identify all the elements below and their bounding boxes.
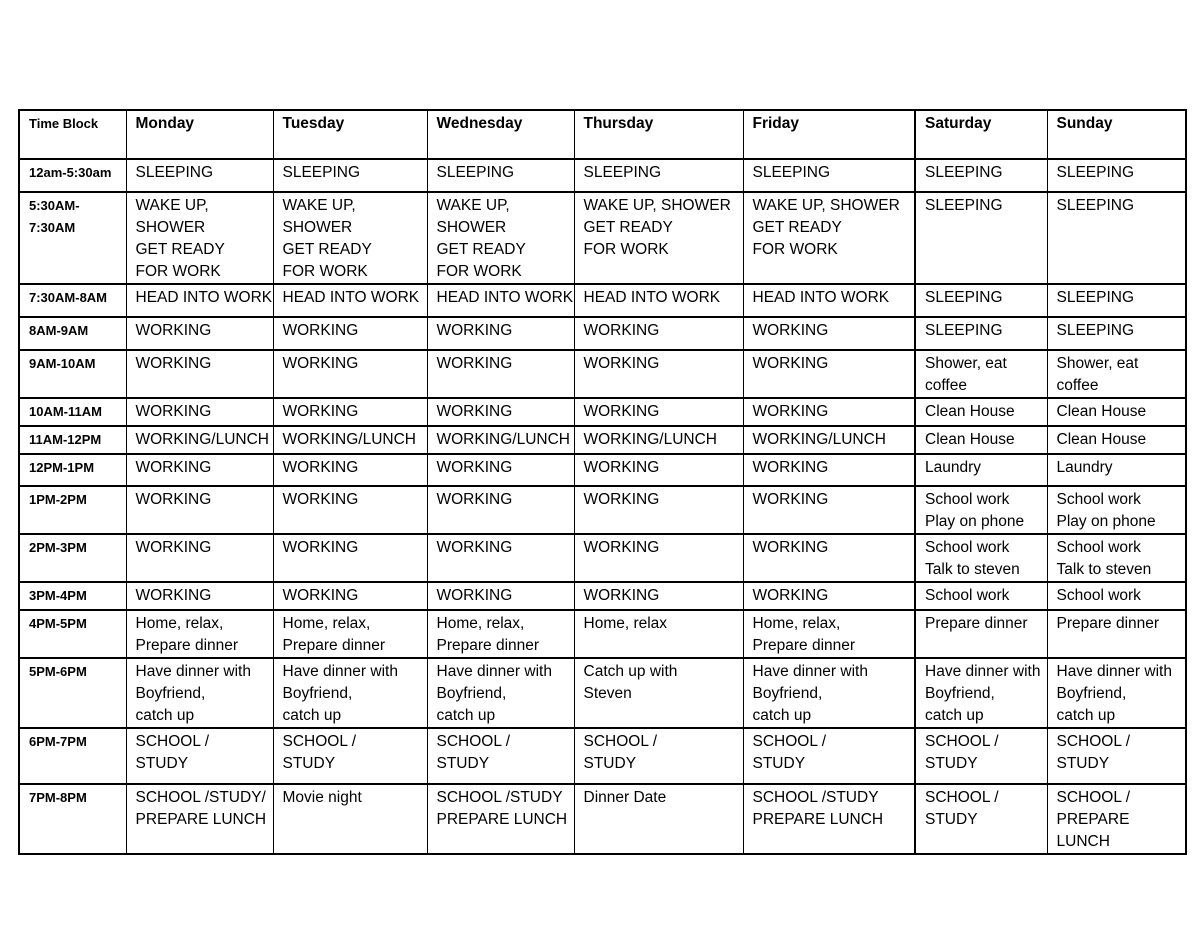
- schedule-cell-tuesday: Home, relax, Prepare dinner: [273, 610, 427, 658]
- table-row: [19, 192, 1186, 284]
- day-header-saturday: Saturday: [915, 110, 1047, 159]
- schedule-cell-thursday: HEAD INTO WORK: [574, 284, 743, 317]
- schedule-cell-thursday: SCHOOL / STUDY: [574, 728, 743, 784]
- schedule-cell-monday: WORKING: [126, 317, 273, 350]
- schedule-cell-wednesday: WAKE UP, SHOWER GET READY FOR WORK: [427, 192, 574, 284]
- schedule-cell-tuesday: WORKING/LUNCH: [273, 426, 427, 454]
- time-block-cell: 6PM-7PM: [19, 728, 126, 784]
- time-block-cell: 7:30AM-8AM: [19, 284, 126, 317]
- schedule-cell-sunday: SLEEPING: [1047, 159, 1186, 192]
- schedule-cell-wednesday: WORKING: [427, 454, 574, 486]
- table-row: [19, 350, 1186, 398]
- schedule-cell-saturday: SCHOOL / STUDY: [915, 728, 1047, 784]
- schedule-cell-saturday: SCHOOL / STUDY: [915, 784, 1047, 854]
- table-row: [19, 486, 1186, 534]
- time-block-cell: 5PM-6PM: [19, 658, 126, 728]
- schedule-cell-tuesday: WORKING: [273, 317, 427, 350]
- schedule-cell-thursday: Dinner Date: [574, 784, 743, 854]
- schedule-cell-wednesday: WORKING: [427, 486, 574, 534]
- table-row: [19, 658, 1186, 728]
- schedule-cell-monday: WORKING: [126, 486, 273, 534]
- schedule-cell-tuesday: WORKING: [273, 350, 427, 398]
- time-block-cell: 8AM-9AM: [19, 317, 126, 350]
- schedule-cell-thursday: WORKING: [574, 582, 743, 610]
- schedule-body: [19, 110, 1186, 854]
- table-row: [19, 582, 1186, 610]
- schedule-cell-saturday: SLEEPING: [915, 192, 1047, 284]
- schedule-cell-thursday: WORKING: [574, 486, 743, 534]
- schedule-cell-sunday: SLEEPING: [1047, 284, 1186, 317]
- schedule-cell-saturday: SLEEPING: [915, 317, 1047, 350]
- table-row: [19, 728, 1186, 784]
- schedule-cell-friday: SCHOOL / STUDY: [743, 728, 915, 784]
- schedule-cell-friday: Have dinner with Boyfriend, catch up: [743, 658, 915, 728]
- schedule-cell-wednesday: SCHOOL /STUDY PREPARE LUNCH: [427, 784, 574, 854]
- schedule-cell-sunday: Prepare dinner: [1047, 610, 1186, 658]
- schedule-cell-wednesday: Home, relax, Prepare dinner: [427, 610, 574, 658]
- time-block-cell: 5:30AM- 7:30AM: [19, 192, 126, 284]
- schedule-cell-saturday: SLEEPING: [915, 284, 1047, 317]
- schedule-cell-friday: Home, relax, Prepare dinner: [743, 610, 915, 658]
- schedule-cell-thursday: Catch up with Steven: [574, 658, 743, 728]
- time-block-cell: 10AM-11AM: [19, 398, 126, 426]
- schedule-cell-tuesday: Movie night: [273, 784, 427, 854]
- schedule-cell-monday: Home, relax, Prepare dinner: [126, 610, 273, 658]
- schedule-cell-wednesday: WORKING/LUNCH: [427, 426, 574, 454]
- schedule-cell-wednesday: WORKING: [427, 534, 574, 582]
- schedule-cell-saturday: Shower, eat coffee: [915, 350, 1047, 398]
- day-header-monday: Monday: [126, 110, 273, 159]
- schedule-cell-friday: WORKING: [743, 454, 915, 486]
- schedule-cell-wednesday: SCHOOL / STUDY: [427, 728, 574, 784]
- time-block-cell: 9AM-10AM: [19, 350, 126, 398]
- time-block-cell: 4PM-5PM: [19, 610, 126, 658]
- schedule-cell-friday: HEAD INTO WORK: [743, 284, 915, 317]
- schedule-table: [18, 109, 1187, 855]
- schedule-cell-sunday: SCHOOL / PREPARE LUNCH: [1047, 784, 1186, 854]
- schedule-cell-sunday: Shower, eat coffee: [1047, 350, 1186, 398]
- day-header-thursday: Thursday: [574, 110, 743, 159]
- schedule-cell-sunday: SCHOOL / STUDY: [1047, 728, 1186, 784]
- schedule-cell-monday: WORKING: [126, 534, 273, 582]
- schedule-cell-tuesday: Have dinner with Boyfriend, catch up: [273, 658, 427, 728]
- schedule-cell-thursday: WORKING/LUNCH: [574, 426, 743, 454]
- time-block-cell: 7PM-8PM: [19, 784, 126, 854]
- schedule-cell-monday: HEAD INTO WORK: [126, 284, 273, 317]
- schedule-cell-tuesday: SCHOOL / STUDY: [273, 728, 427, 784]
- schedule-cell-tuesday: WORKING: [273, 454, 427, 486]
- header-row: [19, 110, 1186, 159]
- schedule-cell-thursday: WORKING: [574, 317, 743, 350]
- schedule-cell-wednesday: SLEEPING: [427, 159, 574, 192]
- schedule-cell-saturday: Laundry: [915, 454, 1047, 486]
- table-row: [19, 610, 1186, 658]
- day-header-friday: Friday: [743, 110, 915, 159]
- time-block-cell: 12am-5:30am: [19, 159, 126, 192]
- schedule-cell-thursday: WORKING: [574, 534, 743, 582]
- schedule-cell-saturday: SLEEPING: [915, 159, 1047, 192]
- schedule-cell-wednesday: WORKING: [427, 398, 574, 426]
- schedule-cell-monday: WORKING: [126, 398, 273, 426]
- schedule-cell-wednesday: Have dinner with Boyfriend, catch up: [427, 658, 574, 728]
- schedule-cell-monday: SCHOOL / STUDY: [126, 728, 273, 784]
- schedule-cell-monday: WORKING: [126, 350, 273, 398]
- schedule-cell-friday: WORKING: [743, 582, 915, 610]
- schedule-cell-friday: WORKING: [743, 398, 915, 426]
- schedule-cell-tuesday: WORKING: [273, 534, 427, 582]
- schedule-cell-sunday: Have dinner with Boyfriend, catch up: [1047, 658, 1186, 728]
- schedule-cell-sunday: Clean House: [1047, 426, 1186, 454]
- schedule-cell-sunday: SLEEPING: [1047, 317, 1186, 350]
- schedule-cell-wednesday: WORKING: [427, 582, 574, 610]
- table-row: [19, 398, 1186, 426]
- time-block-cell: 2PM-3PM: [19, 534, 126, 582]
- schedule-cell-tuesday: WORKING: [273, 582, 427, 610]
- time-block-header: Time Block: [19, 110, 126, 159]
- schedule-cell-wednesday: WORKING: [427, 317, 574, 350]
- schedule-cell-friday: WORKING: [743, 534, 915, 582]
- schedule-cell-friday: SLEEPING: [743, 159, 915, 192]
- schedule-cell-saturday: Have dinner with Boyfriend, catch up: [915, 658, 1047, 728]
- schedule-cell-monday: SCHOOL /STUDY/ PREPARE LUNCH: [126, 784, 273, 854]
- schedule-cell-friday: SCHOOL /STUDY PREPARE LUNCH: [743, 784, 915, 854]
- schedule-cell-tuesday: WORKING: [273, 398, 427, 426]
- schedule-cell-tuesday: WAKE UP, SHOWER GET READY FOR WORK: [273, 192, 427, 284]
- table-row: [19, 317, 1186, 350]
- schedule-cell-tuesday: WORKING: [273, 486, 427, 534]
- schedule-cell-thursday: WORKING: [574, 398, 743, 426]
- schedule-cell-saturday: School work Talk to steven: [915, 534, 1047, 582]
- schedule-cell-sunday: School work: [1047, 582, 1186, 610]
- schedule-cell-saturday: School work: [915, 582, 1047, 610]
- schedule-cell-friday: WORKING: [743, 486, 915, 534]
- schedule-cell-saturday: Clean House: [915, 426, 1047, 454]
- time-block-cell: 11AM-12PM: [19, 426, 126, 454]
- schedule-cell-sunday: SLEEPING: [1047, 192, 1186, 284]
- table-row: [19, 284, 1186, 317]
- schedule-cell-sunday: School work Talk to steven: [1047, 534, 1186, 582]
- time-block-cell: 12PM-1PM: [19, 454, 126, 486]
- schedule-cell-sunday: Laundry: [1047, 454, 1186, 486]
- schedule-cell-thursday: WAKE UP, SHOWER GET READY FOR WORK: [574, 192, 743, 284]
- schedule-cell-monday: WORKING/LUNCH: [126, 426, 273, 454]
- table-row: [19, 426, 1186, 454]
- schedule-cell-thursday: SLEEPING: [574, 159, 743, 192]
- schedule-cell-friday: WORKING: [743, 317, 915, 350]
- schedule-cell-saturday: School work Play on phone: [915, 486, 1047, 534]
- schedule-cell-friday: WAKE UP, SHOWER GET READY FOR WORK: [743, 192, 915, 284]
- schedule-cell-sunday: School work Play on phone: [1047, 486, 1186, 534]
- schedule-cell-thursday: Home, relax: [574, 610, 743, 658]
- time-block-cell: 3PM-4PM: [19, 582, 126, 610]
- table-row: [19, 159, 1186, 192]
- schedule-cell-monday: Have dinner with Boyfriend, catch up: [126, 658, 273, 728]
- day-header-tuesday: Tuesday: [273, 110, 427, 159]
- table-row: [19, 454, 1186, 486]
- schedule-cell-thursday: WORKING: [574, 454, 743, 486]
- table-row: [19, 784, 1186, 854]
- schedule-cell-tuesday: SLEEPING: [273, 159, 427, 192]
- schedule-cell-monday: WORKING: [126, 582, 273, 610]
- schedule-cell-wednesday: WORKING: [427, 350, 574, 398]
- schedule-cell-monday: SLEEPING: [126, 159, 273, 192]
- schedule-cell-sunday: Clean House: [1047, 398, 1186, 426]
- schedule-cell-friday: WORKING/LUNCH: [743, 426, 915, 454]
- table-row: [19, 534, 1186, 582]
- schedule-cell-tuesday: HEAD INTO WORK: [273, 284, 427, 317]
- schedule-cell-wednesday: HEAD INTO WORK: [427, 284, 574, 317]
- schedule-cell-thursday: WORKING: [574, 350, 743, 398]
- schedule-cell-saturday: Clean House: [915, 398, 1047, 426]
- day-header-sunday: Sunday: [1047, 110, 1186, 159]
- schedule-cell-friday: WORKING: [743, 350, 915, 398]
- day-header-wednesday: Wednesday: [427, 110, 574, 159]
- schedule-cell-saturday: Prepare dinner: [915, 610, 1047, 658]
- schedule-cell-monday: WORKING: [126, 454, 273, 486]
- schedule-cell-monday: WAKE UP, SHOWER GET READY FOR WORK: [126, 192, 273, 284]
- time-block-cell: 1PM-2PM: [19, 486, 126, 534]
